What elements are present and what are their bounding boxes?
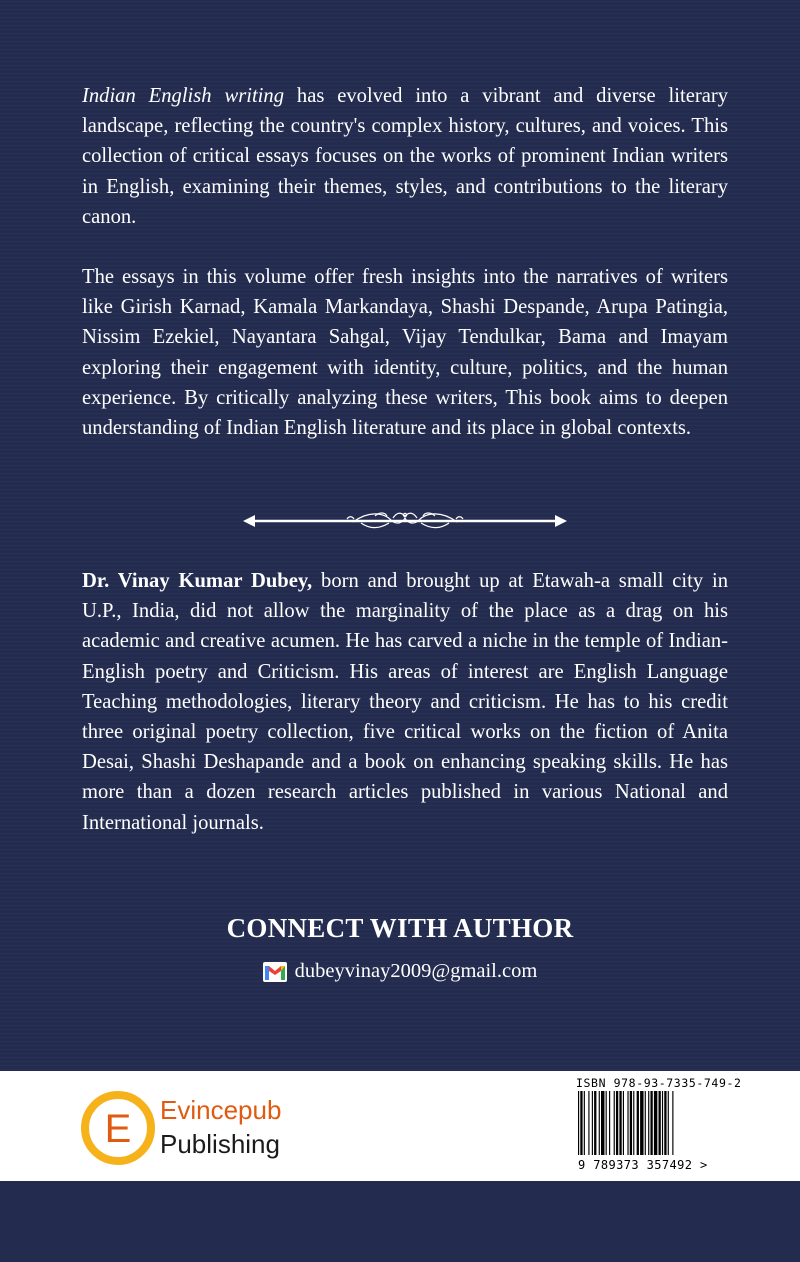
author-bio (82, 566, 728, 838)
publisher-footer (0, 1071, 800, 1181)
ornamental-divider (243, 506, 567, 536)
gmail-icon (263, 962, 287, 982)
author-name: Dr. Vinay Kumar Dubey, (82, 570, 313, 592)
connect-heading: CONNECT WITH AUTHOR (226, 913, 574, 943)
isbn-barcode (576, 1091, 716, 1155)
author-email-row (0, 960, 800, 983)
logo-letter: E (104, 1107, 132, 1151)
author-bio-text: born and brought up at Etawah-a small city in U.P., India, did not allow the marginality of the place as a drag on his academic and creative acumen. He has carved a niche in the temple of Indian-English poetry and Criticism. His areas of interest are English Language Teaching methodologies, literary theory and criticism. He has to his credit three original poetry collection, five critical works on the fiction of Anita Desai, Shashi Deshapande and a book on enhancing speaking skills. He has more than a dozen research articles published in various National and International journals. (82, 570, 728, 834)
barcode-digits: 9 789373 357492 > (578, 1158, 708, 1172)
bottom-band (0, 1181, 800, 1262)
blurb-lead-phrase: Indian English writing (82, 85, 284, 107)
publisher-logo-icon (80, 1090, 156, 1166)
isbn-label: ISBN 978-93-7335-749-2 (576, 1076, 742, 1090)
author-email[interactable]: dubeyvinay2009@gmail.com (294, 960, 538, 982)
blurb-paragraph-1 (82, 81, 728, 232)
publisher-subname: Publishing (160, 1129, 280, 1159)
blurb-paragraph-2: The essays in this volume offer fresh insights into the narratives of writers like Girish Karnad, Kamala Markandaya, Shashi Despande, Arupa Patingia, Nissim Ezekiel, Nayantara Sahgal, Vijay Tendulkar, Bama and Imayam exploring their engagement with identity, culture, politics, and the human experience. By critically analyzing these writers, This book aims to deepen understanding of Indian English literature and its place in global contexts. (82, 266, 728, 440)
blurb-paragraph-1-text: has evolved into a vibrant and diverse literary landscape, reflecting the country's complex history, cultures, and voices. This collection of critical essays focuses on the works of prominent Indian writers in English, examining their themes, styles, and contributions to the literary canon. (82, 85, 728, 228)
publisher-name: Evincepub (160, 1095, 282, 1125)
